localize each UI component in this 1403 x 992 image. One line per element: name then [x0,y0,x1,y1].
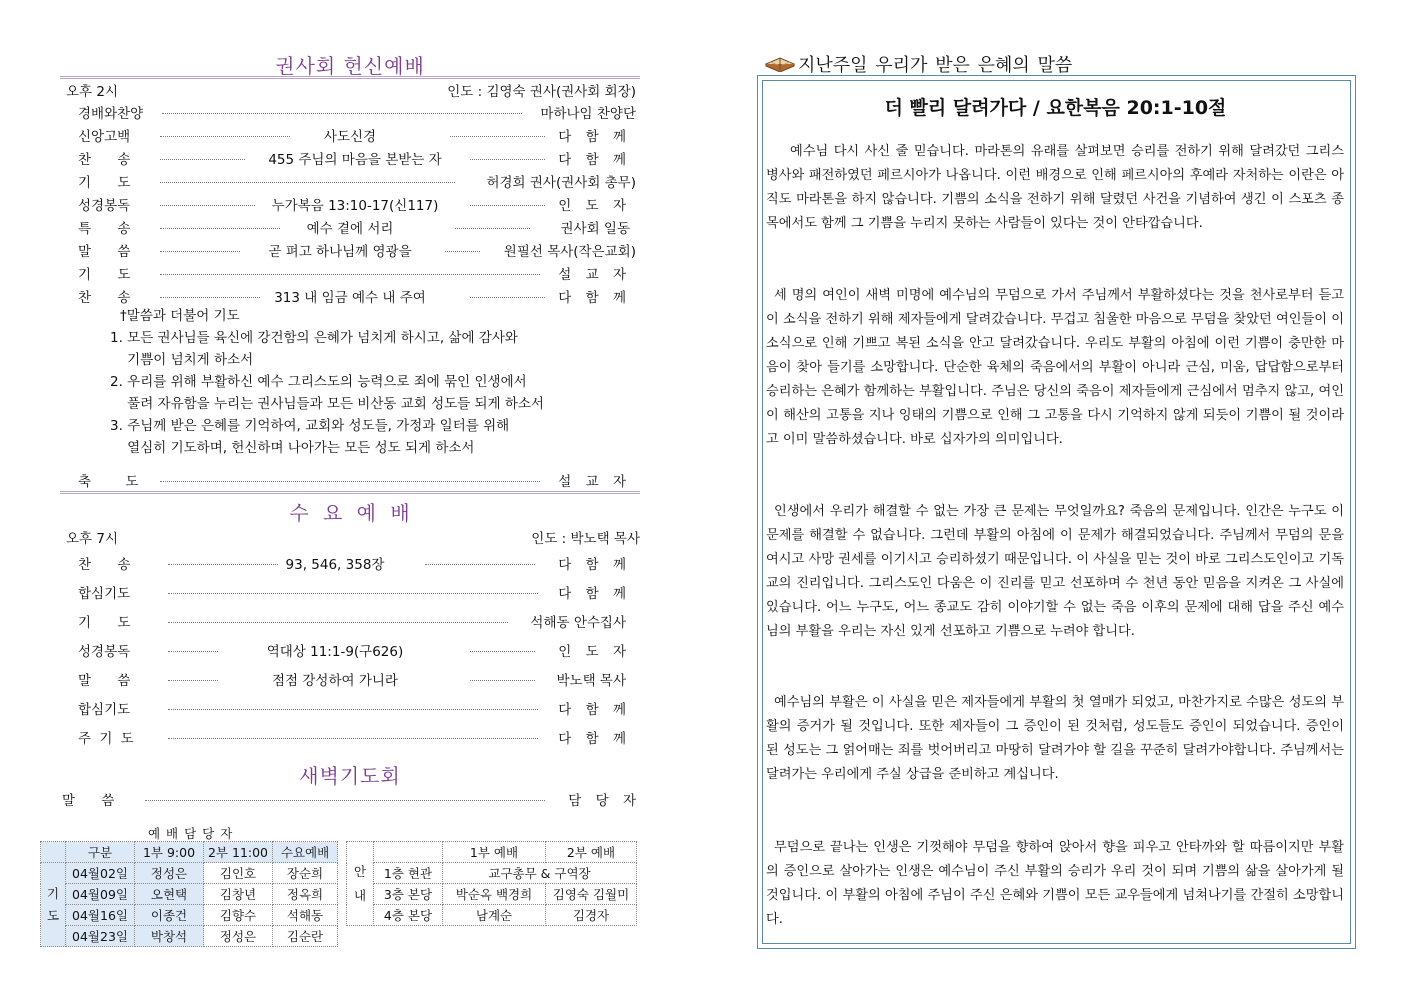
table-header: 구분 [66,842,135,863]
dot-leader [470,680,535,681]
order-row [60,582,640,604]
sermon-section-header: 지난주일 우리가 받은 은혜의 말씀 [798,55,1073,76]
order-item-content: 누가복음 13:10-17(신117) [271,198,439,214]
dot-leader [168,564,278,565]
dot-leader [450,136,545,137]
sermon-title: 더 빨리 달려가다 / 요한복음 20:1-10절 [884,97,1227,119]
order-item-name: 성경봉독 [78,644,131,660]
order-row [60,102,640,124]
side-label-char: 기 [46,885,60,901]
dot-leader [160,205,255,206]
service-leader: 인도 : 김영숙 권사(권사회 회장) [447,84,636,100]
order-item-content: 455 주님의 마음을 본받는 자 [268,152,442,168]
order-item-content: 점점 강성하여 가니라 [272,673,398,689]
table-cell: 1층 현관 [374,863,443,884]
order-item-name: 성경봉독 [78,198,131,214]
dawn-row [60,789,640,811]
dot-leader [160,251,240,252]
order-row [60,263,640,285]
table-cell: 04월23일 [66,926,135,947]
order-row [60,553,640,575]
dot-leader [445,251,480,252]
table-cell: 박순옥 백경희 [443,884,546,905]
table-cell: 김인호 [204,863,273,884]
dot-leader [160,228,280,229]
order-item-name: 경배와찬양 [78,106,144,122]
dawn-prayer-title: 새벽기도회 [299,764,401,788]
table-header: 수요예배 [273,842,338,863]
wednesday-time: 오후 7시 [66,531,119,547]
table-cell: 김순란 [273,926,338,947]
table-cell: 김향수 [204,905,273,926]
sermon-paragraph: 인생에서 우리가 해결할 수 없는 가장 큰 문제는 무엇일까요? 죽음의 문제입니다. 인간은 누구도 이 문제를 해결할 수 없습니다. 그런데 부활의 아침에 이 문제가 해결되었습니다. 주님께서 무덤의 문을 여시고 사망 권세를 이기시고 승리하셨기 때문입니다. 이 사실을 믿는 것이 바로 그리스도인이고 기독교의 진리입니다. 그리스도인 다움은 이 진리를 믿고 선포하며 수 천년 동안 믿음을 지켜온 그 사실에 있습니다. 어느 누구도, 어느 종교도 감히 이야기할 수 없는 죽음 이후의 문제에 대해 답을 주신 예수님의 부활을 우리는 자신 있게 선포하고 기쁨으로 누려야 합니다. [766,504,1344,639]
dot-leader [168,622,508,623]
prayer-line: 1. 모든 권사님들 육신에 강건함의 은혜가 넘치게 하시고, 삶에 감사와 [110,330,518,346]
table-cell: 04월02일 [66,863,135,884]
wednesday-service-title: 수 요 예 배 [289,501,411,525]
table-cell: 김영숙 김월미 [546,884,637,905]
order-item-person: 설 교 자 [558,267,626,283]
dot-leader [160,274,540,275]
table-cell: 04월16일 [66,905,135,926]
order-item-name: 특 송 [78,221,131,237]
dot-leader [425,564,535,565]
dot-leader [168,738,538,739]
dot-leader [160,297,260,298]
order-item-person: 다 함 께 [558,731,626,747]
table-header: 2부 예배 [546,842,637,863]
table-cell: 박창석 [135,926,204,947]
order-item-content: 역대상 11:1-9(구626) [266,644,404,660]
order-item-name: 주 기 도 [78,731,134,747]
order-item-person: 허경희 권사(권사회 총무) [486,175,636,191]
table-cell: 김창년 [204,884,273,905]
order-item-person: 다 함 께 [558,586,626,602]
duty-schedule-table [40,841,338,947]
table-cell: 정성은 [204,926,273,947]
order-row [60,125,640,147]
table-cell: 김경자 [546,905,637,926]
dedication-service-title: 권사회 헌신예배 [275,54,425,78]
order-item-name: 기 도 [78,175,131,191]
order-item-name: 기 도 [78,267,131,283]
table-cell: 정성은 [135,863,204,884]
table-side-label [347,842,374,926]
prayer-line: 2. 우리를 위해 부활하신 예수 그리스도의 능력으로 죄에 묶인 인생에서 [110,374,527,390]
side-label-char: 내 [353,887,367,903]
table-cell: 이종건 [135,905,204,926]
dot-leader [168,651,218,652]
dot-leader [470,651,535,652]
order-row [60,148,640,170]
order-item-content: 곧 펴고 하나님께 영광을 [268,244,412,260]
dot-leader [455,228,530,229]
order-item-name: 찬 송 [78,557,131,573]
sermon-paragraph: 무덤으로 끝나는 인생은 기껏해야 무덤을 향하여 앉아서 향을 피우고 안타까와 할 따름이지만 부활의 증인으로 살아가는 인생은 예수님이 주신 부활의 승리가 우리 것이 되며 기쁨의 삶을 살아가게 될 것입니다. 이 부활의 아침에 주님이 주신 은혜와 기쁨이 모든 교우들에게 넘쳐나기를 간절히 소망합니다. [766,840,1344,927]
table-header: 1부 9:00 [135,842,204,863]
table-cell: 정옥희 [273,884,338,905]
order-item-name: 합심기도 [78,702,131,718]
table-header: 1부 예배 [443,842,546,863]
dot-leader [160,182,455,183]
sermon-paragraph: 예수님 다시 사신 줄 믿습니다. 마라톤의 유래를 살펴보면 승리를 전하기 위해 달려갔던 그리스 병사와 패전하였던 페르시아가 나옵니다. 이런 배경으로 인해 페르시아의 후예라 자처하는 이란은 아직도 마라톤을 하지 않습니다. 기쁨의 소식을 전하기 위해 달렸던 사건을 기념하여 생긴 이 스포츠 종목에서도 함께 그 기쁨을 누리지 못하는 사람들이 있다는 것이 안타깝습니다. [766,144,1344,231]
order-item-name: 신앙고백 [78,129,131,145]
order-item-person: 다 함 께 [558,152,626,168]
benediction-name: 축 도 [78,474,139,490]
dot-leader [470,159,545,160]
order-item-person: 원필선 목사(작은교회) [503,244,636,260]
table-cell: 4층 본당 [374,905,443,926]
wednesday-leader: 인도 : 박노택 목사 [531,531,640,547]
side-label-char: 안 [353,863,367,879]
table-cell: 장순희 [273,863,338,884]
order-item-name: 말 씀 [78,673,131,689]
prayer-line: 열심히 기도하며, 헌신하며 나아가는 모든 성도 되게 하소서 [110,440,475,456]
prayer-heading: †말씀과 더불어 기도 [120,308,240,324]
order-row [60,698,640,720]
order-item-person: 권사회 일동 [560,221,630,237]
order-item-person: 다 함 께 [558,702,626,718]
order-row [60,727,640,749]
order-row [60,171,640,193]
table-cell: 남계순 [443,905,546,926]
benediction-row [60,470,640,492]
dot-leader [145,800,545,801]
order-row [60,240,640,262]
order-item-person: 다 함 께 [558,129,626,145]
order-item-person: 다 함 께 [558,557,626,573]
table-cell [374,842,443,863]
table-cell: 오현택 [135,884,204,905]
order-item-content: 93, 546, 358장 [285,557,385,573]
order-item-name: 찬 송 [78,152,131,168]
dot-leader [160,481,540,482]
dot-leader [168,709,538,710]
order-row [60,669,640,691]
side-label-char: 도 [46,907,60,923]
schedule-caption: 예 배 담 당 자 [148,826,233,841]
order-item-content: 예수 곁에 서리 [306,221,394,237]
order-item-person: 마하나임 찬양단 [540,106,636,122]
dot-leader [160,159,245,160]
table-header: 2부 11:00 [204,842,273,863]
order-item-person: 인 도 자 [558,198,626,214]
dawn-name: 말 씀 [62,793,115,809]
table-cell: 석해동 [273,905,338,926]
benediction-person: 설 교 자 [558,474,626,490]
dot-leader [168,680,218,681]
prayer-line: 풀려 자유함을 누리는 권사님들과 모든 비산동 교회 성도들 되게 하소서 [110,396,544,412]
order-item-person: 다 함 께 [558,290,626,306]
table-cell [41,842,66,863]
order-row [60,194,640,216]
order-item-content: 사도신경 [323,129,377,145]
dot-leader [160,136,290,137]
order-row [60,217,640,239]
table-side-label [41,863,66,947]
order-row [60,640,640,662]
dot-leader [470,297,545,298]
book-icon [764,50,796,72]
guide-table [346,841,637,926]
dot-leader [168,593,538,594]
dawn-person: 담 당 자 [568,793,636,809]
prayer-line: 기쁨이 넘치게 하소서 [110,352,254,368]
prayer-line: 3. 주님께 받은 은혜를 기억하여, 교회와 성도들, 가정과 일터를 위해 [110,418,510,434]
sermon-paragraph: 세 명의 여인이 새벽 미명에 예수님의 무덤으로 가서 주님께서 부활하셨다는 것을 천사로부터 듣고 이 소식을 전하기 위해 제자들에게 달려갔습니다. 무겁고 침울한 마음으로 무덤을 찾았던 여인들이 이 소식으로 인해 기쁘고 복된 소식을 안고 달려갔습니다. 우리도 부활의 아침에 이런 기쁨이 충만한 마음이 찾아 들기를 소망합니다. 단순한 육체의 죽음에서의 부활이 아니라 근심, 미움, 답답함으로부터 승리하는 은혜가 함께하는 부활입니다. 주님은 당신의 죽음이 제자들에게 근심에서 멈추지 않고, 여인이 해산의 고통을 지나 잉태의 기쁨으로 인해 그 고통을 다시 기억하지 않게 되듯이 기쁨이 될 것이라고 이미 말씀하셨습니다. 바로 십자가의 의미입니다. [766,288,1344,447]
order-item-name: 말 씀 [78,244,131,260]
order-item-person: 인 도 자 [558,644,626,660]
order-item-person: 박노택 목사 [556,673,626,689]
order-row [60,611,640,633]
service-time: 오후 2시 [66,84,119,100]
section-divider [60,491,640,494]
dot-leader [162,113,522,114]
prayer-section [110,305,544,459]
table-cell: 04월09일 [66,884,135,905]
table-cell: 3층 본당 [374,884,443,905]
sermon-paragraph: 예수님의 부활은 이 사실을 믿은 제자들에게 부활의 첫 열매가 되었고, 마찬가지로 수많은 성도의 부활의 증거가 될 것입니다. 또한 제자들이 그 증인이 된 것처럼, 성도들도 증인이 되었습니다. 증인이 된 성도는 그 얽어매는 죄를 벗어버리고 마땅히 달려가야 할 길을 꾸준히 달려가야합니다. 주님께서는 달려가는 우리에게 주실 상급을 준비하고 계십니다. [766,695,1344,782]
dot-leader [470,205,545,206]
title-divider [60,76,640,79]
order-item-name: 기 도 [78,615,131,631]
order-item-person: 석해동 안수집사 [530,615,626,631]
order-item-content: 313 내 임금 예수 내 주여 [274,290,426,306]
order-item-name: 합심기도 [78,586,131,602]
order-item-name: 찬 송 [78,290,131,306]
table-cell: 교구총무 & 구역장 [443,863,637,884]
